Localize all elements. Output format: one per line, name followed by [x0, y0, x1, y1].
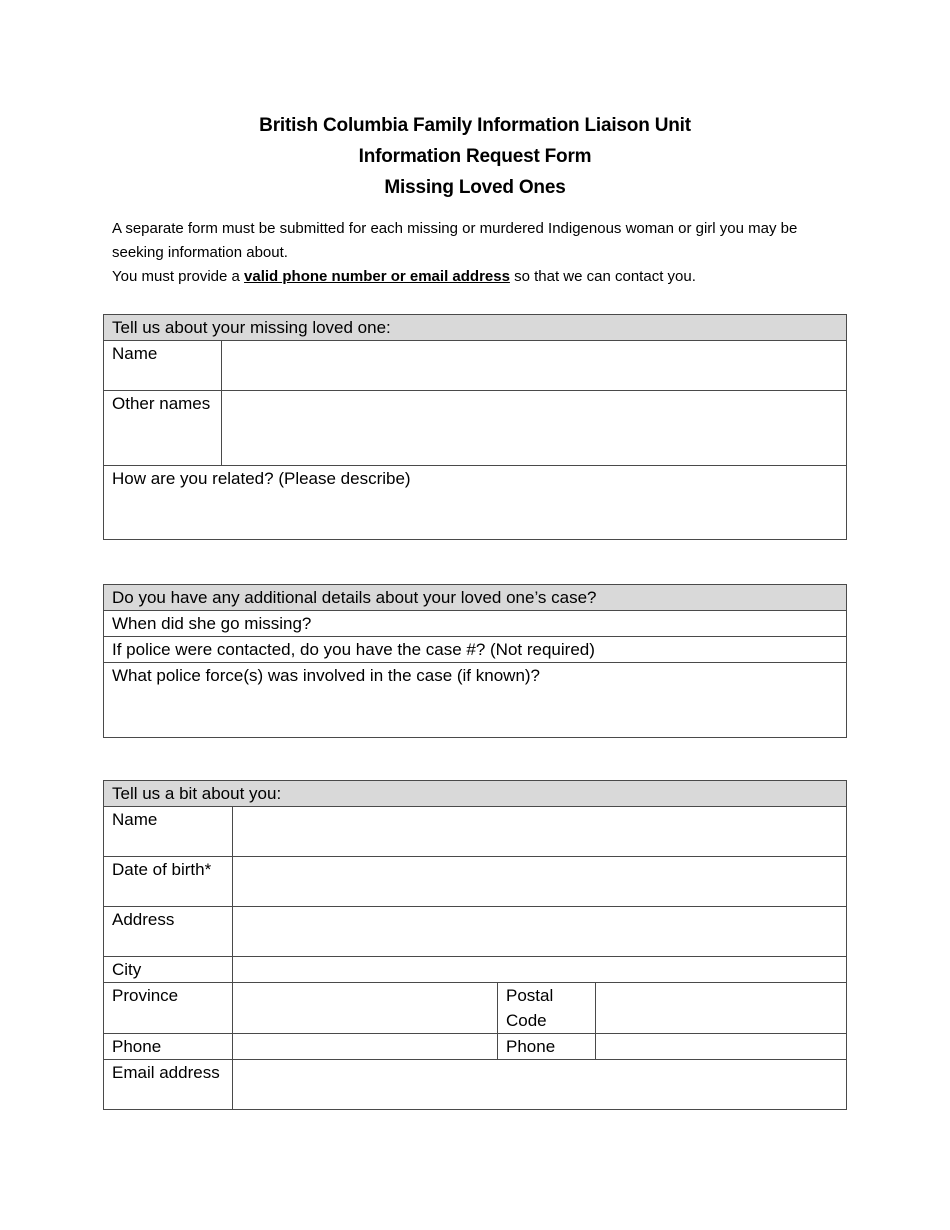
form-title: Information Request Form [358, 146, 592, 167]
your-name-label: Name [104, 807, 233, 857]
email-label: Email address [104, 1060, 233, 1110]
form-title-block [0, 110, 950, 203]
city-field[interactable] [233, 957, 847, 983]
relationship-field[interactable] [104, 466, 847, 540]
form-subtitle: Missing Loved Ones [384, 177, 566, 198]
province-label: Province [104, 983, 233, 1034]
address-field[interactable] [233, 907, 847, 957]
postal-code-label: Postal Code [498, 983, 596, 1034]
section2-header: Do you have any additional details about your loved one’s case? [104, 585, 847, 611]
postal-code-field[interactable] [596, 983, 847, 1034]
dob-field[interactable] [233, 857, 847, 907]
city-label: City [104, 957, 233, 983]
case-number-field[interactable] [104, 637, 847, 663]
missing-date-label: When did she go missing? [112, 614, 312, 633]
intro-suffix: so that we can contact you. [509, 268, 696, 285]
other-names-label: Other names [104, 391, 222, 466]
intro-text [112, 217, 847, 289]
intro-paragraph-2 [112, 265, 847, 289]
case-details-table [103, 584, 847, 738]
province-field[interactable] [233, 983, 498, 1034]
other-names-field[interactable] [222, 391, 847, 466]
police-force-label: What police force(s) was involved in the case (if known)? [112, 666, 541, 685]
phone-field[interactable] [233, 1034, 498, 1060]
dob-label: Date of birth* [104, 857, 233, 907]
org-title: British Columbia Family Information Liaison Unit [259, 115, 691, 136]
about-you-table [103, 780, 847, 1110]
police-force-field[interactable] [104, 663, 847, 738]
relationship-label: How are you related? (Please describe) [112, 469, 411, 488]
phone2-label: Phone [498, 1034, 596, 1060]
email-field[interactable] [233, 1060, 847, 1110]
intro-prefix: You must provide a [112, 268, 245, 285]
phone2-field[interactable] [596, 1034, 847, 1060]
address-label: Address [104, 907, 233, 957]
case-number-label: If police were contacted, do you have the case #? (Not required) [112, 640, 595, 659]
phone-label: Phone [104, 1034, 233, 1060]
intro-paragraph-1: A separate form must be submitted for each missing or murdered Indigenous woman or girl you may be seeking information about. [112, 220, 798, 261]
loved-one-name-field[interactable] [222, 341, 847, 391]
missing-loved-one-table [103, 314, 847, 540]
your-name-field[interactable] [233, 807, 847, 857]
loved-one-name-label: Name [104, 341, 222, 391]
missing-date-field[interactable] [104, 611, 847, 637]
section3-header: Tell us a bit about you: [104, 781, 847, 807]
section1-header: Tell us about your missing loved one: [104, 315, 847, 341]
contact-requirement: valid phone number or email address [244, 268, 510, 285]
